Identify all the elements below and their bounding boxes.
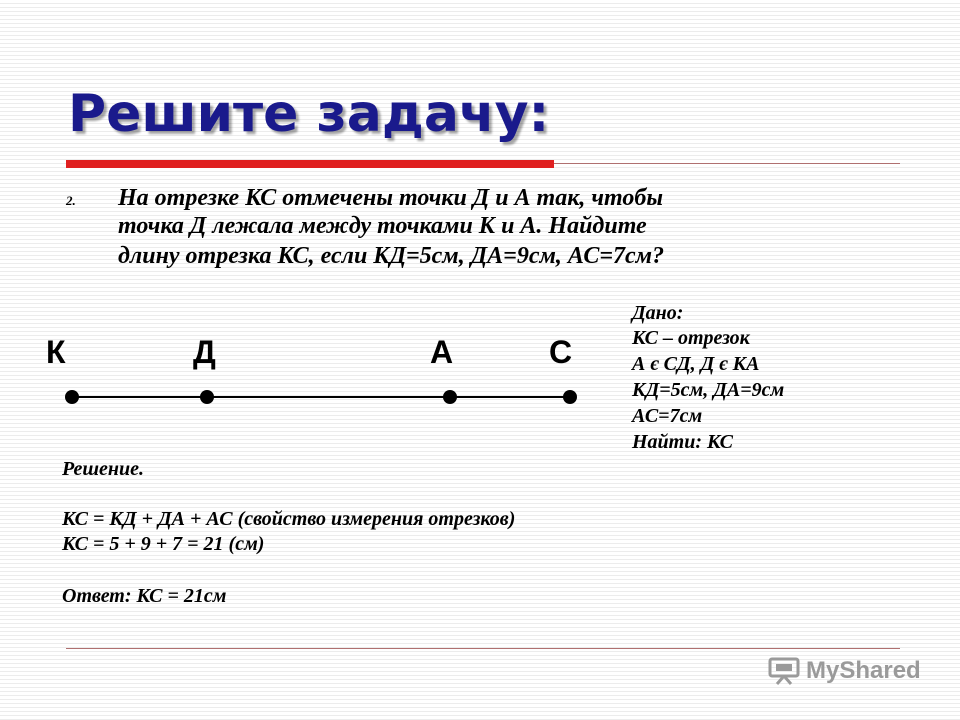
given-line-4: АС=7см: [632, 405, 703, 427]
point-k-dot: [65, 390, 79, 404]
point-d-dot: [200, 390, 214, 404]
presentation-icon: [768, 656, 800, 686]
problem-line-1: На отрезке КС отмечены точки Д и А так, чтобы: [118, 185, 663, 211]
segment-kc-line: [72, 396, 570, 398]
given-line-2: А є СД, Д є КА: [632, 353, 760, 375]
myshared-logo-text: MyShared: [806, 657, 921, 684]
slide-title: Решите задачу:: [68, 84, 550, 144]
point-label-k: К: [46, 334, 66, 370]
myshared-logo: [768, 656, 921, 686]
title-underline-bar: [66, 160, 554, 168]
solution-heading: Решение.: [62, 458, 145, 480]
problem-number: 2.: [66, 193, 76, 208]
point-label-a: А: [430, 334, 454, 370]
problem-line-2: точка Д лежала между точками К и А. Найдите: [118, 213, 647, 239]
point-c-dot: [563, 390, 577, 404]
given-heading: Дано:: [632, 302, 684, 324]
solution-line-2: КС = 5 + 9 + 7 = 21 (см): [62, 533, 265, 555]
answer-line: Ответ: КС = 21см: [62, 585, 227, 607]
title-divider-line: [554, 163, 900, 164]
point-label-c: С: [549, 334, 573, 370]
point-label-d: Д: [193, 334, 216, 370]
point-a-dot: [443, 390, 457, 404]
given-line-3: КД=5см, ДА=9см: [632, 379, 785, 401]
find-line: Найти: КС: [632, 431, 733, 453]
bottom-divider-line: [66, 648, 900, 649]
given-line-1: КС – отрезок: [632, 327, 750, 349]
problem-line-3: длину отрезка КС, если КД=5см, ДА=9см, АС=7см?: [118, 243, 665, 269]
solution-line-1: КС = КД + ДА + АС (свойство измерения отрезков): [62, 508, 516, 530]
